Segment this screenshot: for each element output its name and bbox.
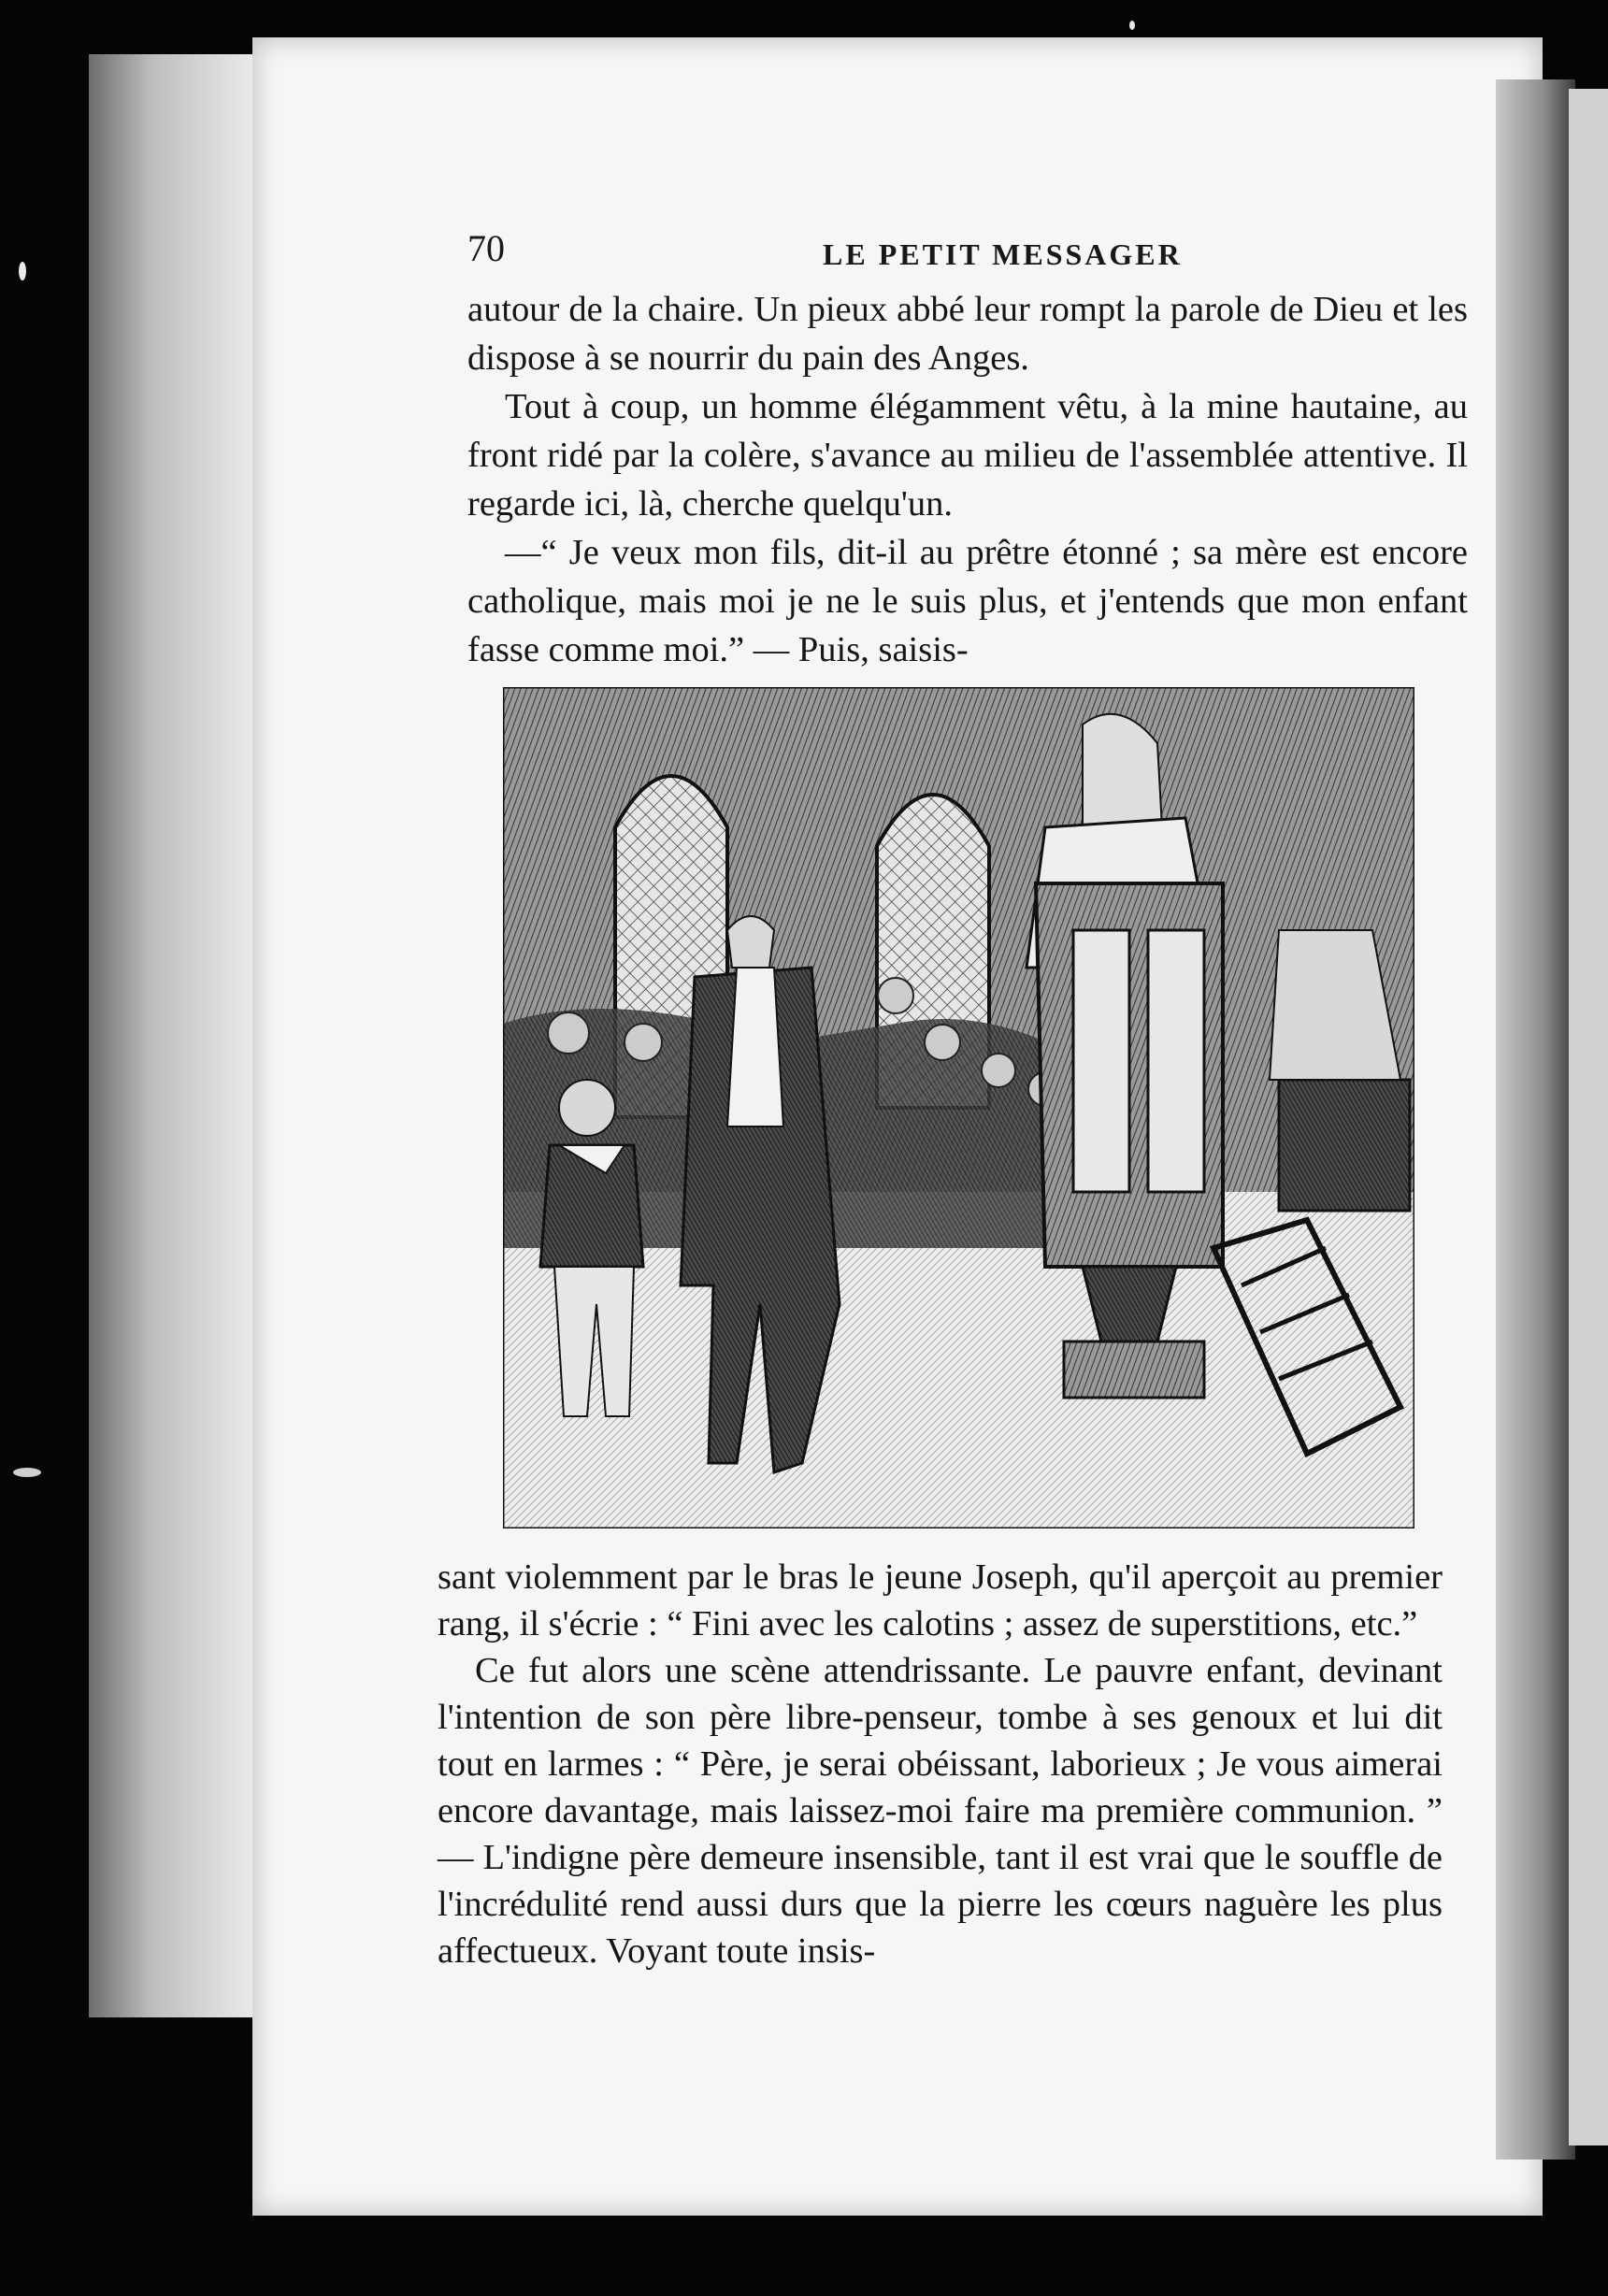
next-page-sliver <box>1569 89 1608 2145</box>
scan-speck <box>13 1468 41 1477</box>
page-edge-stack <box>89 54 266 2017</box>
right-gutter-shadow <box>1496 79 1575 2160</box>
text-block-bottom <box>438 1554 1443 1974</box>
page-number: 70 <box>467 227 505 269</box>
paragraph: Ce fut alors une scène attendrissante. Le pauvre enfant, devinant l'intention de son père libre-penseur, tombe à ses genoux et lui dit tout en larmes : “ Père, je serai obéissant, laborieux ; Je vous aimerai encore davantage, mais laissez-moi faire ma première communion. ” — L'indigne père demeure insensible, tant il est vrai que le souffle de l'incrédulité rend aussi durs que la pierre les cœurs naguère les plus affectueux. Voyant toute insis- <box>438 1651 1443 1971</box>
scan-speck <box>19 262 26 280</box>
running-title: LE PETIT MESSAGER <box>823 237 1183 271</box>
text-block-top <box>467 285 1468 674</box>
paragraph: —“ Je veux mon fils, dit-il au prêtre étonné ; sa mère est encore catholique, mais moi je ne le suis plus, et j'entends que mon enfant fasse comme moi.” — Puis, saisis- <box>467 533 1468 669</box>
paragraph: autour de la chaire. Un pieux abbé leur rompt la parole de Dieu et les dispose à se nourrir du pain des Anges. <box>467 290 1468 378</box>
paragraph: Tout à coup, un homme élégamment vêtu, à la mine hautaine, au front ridé par la colère, s'avance au milieu de l'assemblée attentive. Il regarde ici, là, cherche quelqu'un. <box>467 387 1468 524</box>
running-head <box>467 226 1215 282</box>
scan-speck <box>1129 21 1135 30</box>
engraving-illustration <box>503 687 1414 1528</box>
paragraph: sant violemment par le bras le jeune Joseph, qu'il aperçoit au premier rang, il s'écrie : “ Fini avec les calotins ; assez de superstitions, etc.” <box>438 1557 1443 1643</box>
